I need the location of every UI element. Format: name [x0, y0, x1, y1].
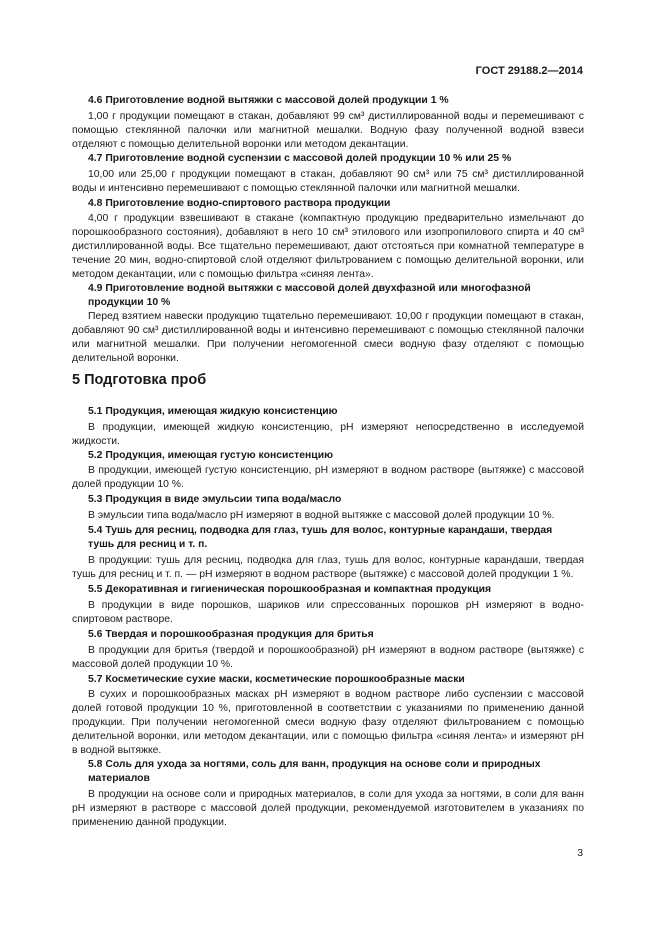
paragraph-5-3: В эмульсии типа вода/масло pH измеряют в водной вытяжке с массовой долей продукции 10 %.	[88, 510, 555, 521]
heading-5-2: 5.2 Продукция, имеющая густую консистенцию	[88, 450, 333, 461]
paragraph-4-7: 10,00 или 25,00 г продукции помещают в стакан, добавляют 90 см³ или 75 см³ дистиллированной воды и интенсивно перемешивают с помощью стеклянной палочки или магнитной мешалки.	[72, 169, 584, 194]
paragraph-4-8: 4,00 г продукции взвешивают в стакане (компактную продукцию предварительно измельчают до порошкообразного состояния), добавляют в него 10 см³ этилового или изопропилового спирта и 40 см³ дистиллированной воды. Все тщательно перемешивают, дают отстояться при комнатной температуре в течение 20 мин, водно-спиртовой слой отделяют фильтрованием с помощью делительной воронки, или методом декантации, или с помощью фильтра «синяя лента».	[72, 213, 584, 280]
heading-4-7: 4.7 Приготовление водной суспензии с массовой долей продукции 10 % или 25 %	[88, 153, 512, 164]
heading-4-6: 4.6 Приготовление водной вытяжки с массовой долей продукции 1 %	[88, 95, 449, 106]
paragraph-5-5: В продукции в виде порошков, шариков или спрессованных порошков pH измеряют в водно-спиртовом растворе.	[72, 600, 584, 625]
page-number: 3	[577, 848, 583, 859]
heading-5-6: 5.6 Твердая и порошкообразная продукция для бритья	[88, 629, 374, 640]
paragraph-5-6: В продукции для бритья (твердой и порошкообразной) pH измеряют в водном растворе (вытяжке) с массовой долей продукции 10 %.	[72, 645, 584, 670]
document-id-header: ГОСТ 29188.2—2014	[475, 65, 583, 77]
heading-5-4: 5.4 Тушь для ресниц, подводка для глаз, тушь для волос, контурные карандаши, твердая тушь для ресниц и т. п.	[88, 525, 553, 550]
heading-5-5: 5.5 Декоративная и гигиеническая порошкообразная и компактная продукция	[88, 584, 492, 595]
paragraph-5-1: В продукции, имеющей жидкую консистенцию, pH измеряют непосредственно в исследуемой жидкости.	[72, 422, 584, 447]
heading-4-8: 4.8 Приготовление водно-спиртового раствора продукции	[88, 198, 391, 209]
heading-5-7: 5.7 Косметические сухие маски, косметические порошкообразные маски	[88, 674, 465, 685]
heading-5-3: 5.3 Продукция в виде эмульсии типа вода/масло	[88, 494, 342, 505]
paragraph-5-2: В продукции, имеющей густую консистенцию, pH измеряют в водном растворе (вытяжке) с массовой долей продукции 10 %.	[72, 465, 584, 490]
paragraph-5-7: В сухих и порошкообразных масках pH измеряют в водном растворе либо суспензии с массовой долей готовой продукции 10 %, приготовленной в соответствии с указаниями по применению данной продукции. При получении негомогенной смеси водную фазу отделяют фильтрованием с помощью делительной воронки, или методом декантации, или с помощью фильтра «синяя лента» и измеряют pH в водной вытяжке.	[72, 689, 584, 756]
chapter-5-title: 5 Подготовка проб	[72, 372, 207, 388]
paragraph-5-4: В продукции: тушь для ресниц, подводка для глаз, тушь для волос, контурные карандаши, твердая тушь для ресниц и т. п. — pH измеряют в водном растворе (вытяжке) с массовой долей продукции 1 %.	[72, 555, 584, 580]
paragraph-4-6: 1,00 г продукции помещают в стакан, добавляют 99 см³ дистиллированной воды и перемешивают с помощью стеклянной палочки или магнитной мешалки. Водную фазу полученной водной взвеси отделяют с помощью делительной воронки или методом декантации.	[72, 111, 584, 150]
paragraph-4-9: Перед взятием навески продукцию тщательно перемешивают. 10,00 г продукции помещают в стакан, добавляют 90 см³ дистиллированной воды и интенсивно перемешивают с помощью стеклянной палочки или магнитной мешалки. При получении негомогенной смеси водную фазу отделяют с помощью делительной воронки.	[72, 311, 584, 364]
heading-4-9: 4.9 Приготовление водной вытяжки с массовой долей двухфазной или многофазной продукции 10 %	[88, 283, 531, 308]
heading-5-8: 5.8 Соль для ухода за ногтями, соль для ванн, продукция на основе соли и природных материалов	[88, 759, 541, 784]
paragraph-5-8: В продукции на основе соли и природных материалов, в соли для ухода за ногтями, в соли для ванн pH измеряют в растворе с массовой долей продукции, рекомендуемой изготовителем в указаниях по применению данной продукции.	[72, 789, 584, 828]
heading-5-1: 5.1 Продукция, имеющая жидкую консистенцию	[88, 406, 338, 417]
